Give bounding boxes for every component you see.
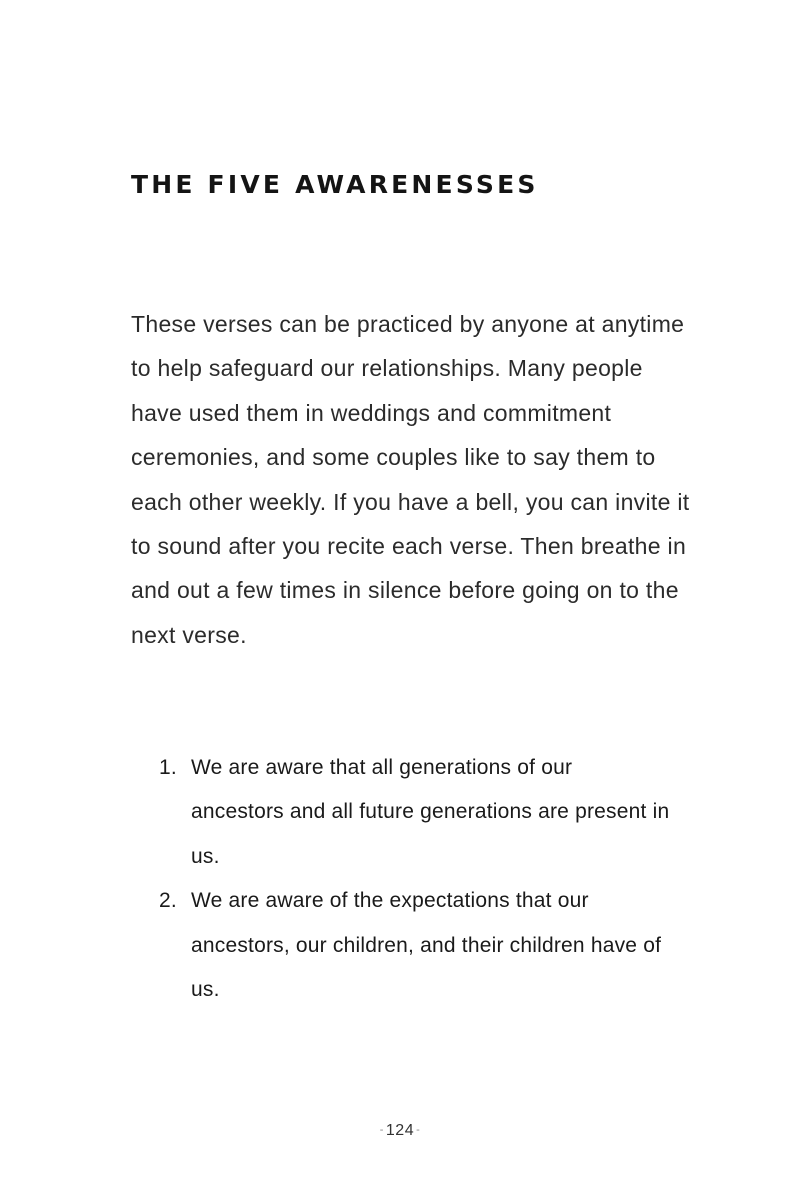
- verse-list: [131, 746, 671, 1012]
- verse-item: [131, 879, 671, 1012]
- page-number-dash-right: -: [416, 1124, 421, 1136]
- verse-text: We are aware that all generations of our ancestors and all future generations are present in us.: [191, 756, 670, 868]
- page-number: [0, 1122, 800, 1140]
- verse-number: 1.: [159, 756, 177, 779]
- verse-number: 2.: [159, 889, 177, 913]
- page-title: THE FIVE AWARENESSES: [131, 170, 539, 199]
- verse-item: [131, 746, 671, 879]
- page-number-dash-left: -: [379, 1124, 384, 1136]
- verse-text: We are aware of the expectations that our ancestors, our children, and their children have of us.: [191, 889, 662, 1002]
- page-number-value: 124: [385, 1122, 415, 1139]
- intro-paragraph: These verses can be practiced by anyone at anytime to help safeguard our relationships. Many people have used them in weddings and commitment ceremonies, and some couples like to say them to each other weekly. If you have a bell, you can invite it to sound after you recite each verse. Then breathe in and out a few times in silence before going on to the next verse.: [131, 311, 690, 648]
